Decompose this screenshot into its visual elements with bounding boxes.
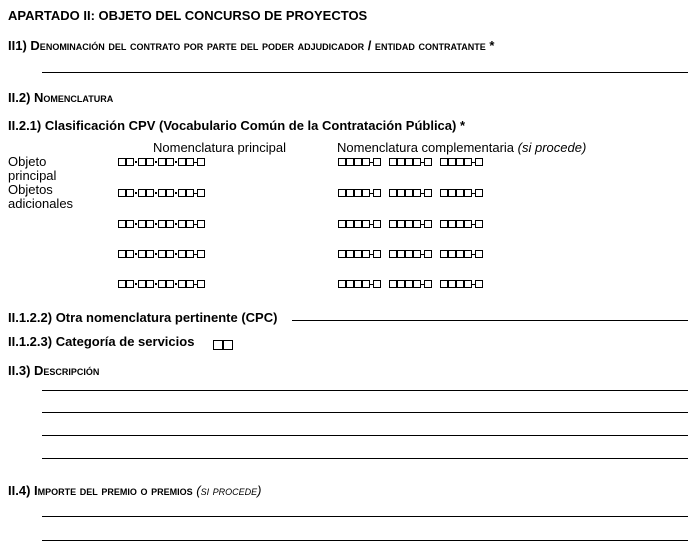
cpv-digit-box[interactable] xyxy=(146,158,154,166)
cpv-digit-box[interactable] xyxy=(146,250,154,258)
prize-amount-num: II.4) xyxy=(8,483,31,498)
cpv-digit-box[interactable] xyxy=(166,189,174,197)
cpv-digit-box[interactable] xyxy=(158,158,166,166)
cpv-check-box[interactable] xyxy=(197,280,205,288)
cpv-digit-box[interactable] xyxy=(389,189,397,197)
cpv-complementary-code[interactable] xyxy=(440,189,483,197)
cpv-complementary-code[interactable] xyxy=(338,220,381,228)
cpv-check-box[interactable] xyxy=(197,250,205,258)
cpv-digit-box[interactable] xyxy=(397,220,405,228)
cpv-digit-box[interactable] xyxy=(448,250,456,258)
cpv-digit-box[interactable] xyxy=(158,280,166,288)
cpv-digit-box[interactable] xyxy=(405,158,413,166)
cpv-digit-box[interactable] xyxy=(158,189,166,197)
cpv-complementary-code[interactable] xyxy=(440,250,483,258)
cpv-digit-box[interactable] xyxy=(338,220,346,228)
cpv-digit-box[interactable] xyxy=(362,189,370,197)
cpv-digit-box[interactable] xyxy=(389,280,397,288)
cpv-digit-box[interactable] xyxy=(456,250,464,258)
cpv-digit-box[interactable] xyxy=(362,158,370,166)
cpv-digit-box[interactable] xyxy=(405,220,413,228)
cpv-dot-separator xyxy=(135,223,137,225)
cpv-digit-box[interactable] xyxy=(456,158,464,166)
cpv-digit-box[interactable] xyxy=(166,250,174,258)
prize-amount-heading xyxy=(8,483,262,498)
service-category-boxes[interactable] xyxy=(213,336,233,354)
cpv-digit-box[interactable] xyxy=(354,158,362,166)
cpv-dot-separator xyxy=(135,161,137,163)
description-heading xyxy=(8,363,99,378)
cpv-check-box[interactable] xyxy=(424,280,432,288)
cpv-check-box[interactable] xyxy=(475,220,483,228)
cpv-digit-box[interactable] xyxy=(186,189,194,197)
cpv-digit-box[interactable] xyxy=(456,280,464,288)
cpv-digit-box[interactable] xyxy=(440,280,448,288)
cpv-digit-box[interactable] xyxy=(464,280,472,288)
cpv-complementary-code[interactable] xyxy=(389,250,432,258)
prize-line-1[interactable] xyxy=(42,516,688,517)
cpv-digit-box[interactable] xyxy=(464,189,472,197)
cpv-dot-separator xyxy=(155,223,157,225)
cpv-check-box[interactable] xyxy=(373,250,381,258)
cpv-digit-box[interactable] xyxy=(178,250,186,258)
cpv-check-box[interactable] xyxy=(424,158,432,166)
cpv-digit-box[interactable] xyxy=(448,280,456,288)
cpv-digit-box[interactable] xyxy=(362,220,370,228)
cpv-dot-separator xyxy=(175,161,177,163)
cpv-complementary-code[interactable] xyxy=(389,158,432,166)
cpv-dot-separator xyxy=(155,161,157,163)
cpv-digit-box[interactable] xyxy=(118,250,126,258)
service-category-heading xyxy=(8,334,194,349)
row-objetos-adicionales-label: Objetos adicionales xyxy=(8,182,74,211)
cpv-check-box[interactable] xyxy=(373,220,381,228)
cpv-digit-box[interactable] xyxy=(118,220,126,228)
cpv-complementary-codes[interactable] xyxy=(338,189,491,197)
cpv-digit-box[interactable] xyxy=(138,280,146,288)
description-num: II.3) xyxy=(8,363,31,378)
cpv-digit-box[interactable] xyxy=(158,250,166,258)
cpc-line[interactable] xyxy=(292,320,688,321)
nomenclature-heading xyxy=(8,90,113,105)
cpv-digit-box[interactable] xyxy=(146,220,154,228)
cpv-digit-box[interactable] xyxy=(166,158,174,166)
cpv-complementary-codes[interactable] xyxy=(338,158,491,166)
description-line-1[interactable] xyxy=(42,390,688,391)
cpv-digit-box[interactable] xyxy=(126,189,134,197)
contract-name-label: Denominación del contrato por parte del poder adjudicador / entidad contratante * xyxy=(30,38,495,53)
cpv-dot-separator xyxy=(175,223,177,225)
col-principal-label: Nomenclatura principal xyxy=(153,140,286,155)
cpv-digit-box[interactable] xyxy=(464,250,472,258)
cpv-complementary-codes[interactable] xyxy=(338,250,491,258)
cpv-check-box[interactable] xyxy=(475,158,483,166)
cpv-check-box[interactable] xyxy=(475,250,483,258)
cpv-digit-box[interactable] xyxy=(178,158,186,166)
section-title: APARTADO II: OBJETO DEL CONCURSO DE PROYECTOS xyxy=(8,8,368,23)
cpv-dot-separator xyxy=(135,283,137,285)
cpv-complementary-code[interactable] xyxy=(338,189,381,197)
cpv-check-box[interactable] xyxy=(197,189,205,197)
col-complementaria-text: Nomenclatura complementaria xyxy=(337,140,515,155)
description-label: Descripción xyxy=(34,363,100,378)
cpv-complementary-code[interactable] xyxy=(338,158,381,166)
cpv-digit-box[interactable] xyxy=(464,158,472,166)
cpv-digit-box[interactable] xyxy=(413,158,421,166)
cpv-complementary-code[interactable] xyxy=(389,280,432,288)
cpv-digit-box[interactable] xyxy=(186,250,194,258)
nomenclature-label: Nomenclatura xyxy=(34,90,114,105)
cpv-digit-box[interactable] xyxy=(146,189,154,197)
cpv-complementary-code[interactable] xyxy=(440,158,483,166)
cpv-dot-separator xyxy=(155,253,157,255)
cpv-digit-box[interactable] xyxy=(413,250,421,258)
cpv-digit-box[interactable] xyxy=(138,189,146,197)
prize-amount-label: Importe del premio o premios xyxy=(34,483,193,498)
cpv-digit-box[interactable] xyxy=(397,189,405,197)
contract-name-num: II1) xyxy=(8,38,27,53)
cpv-complementary-code[interactable] xyxy=(440,220,483,228)
cpv-digit-box[interactable] xyxy=(178,280,186,288)
cpc-heading: II.1.2.2) Otra nomenclatura pertinente (CPC) xyxy=(8,310,278,325)
cpv-dot-separator xyxy=(175,253,177,255)
cpv-digit-box[interactable] xyxy=(118,280,126,288)
cpv-digit-box[interactable] xyxy=(448,189,456,197)
cpv-check-box[interactable] xyxy=(373,280,381,288)
cpv-digit-box[interactable] xyxy=(346,220,354,228)
description-line-4[interactable] xyxy=(42,458,688,459)
si-procede-note: (si procede) xyxy=(517,140,587,155)
cpv-digit-box[interactable] xyxy=(354,280,362,288)
cpv-dot-separator xyxy=(155,283,157,285)
cpv-principal-code[interactable] xyxy=(118,220,205,228)
cpv-digit-box[interactable] xyxy=(440,220,448,228)
cpv-digit-box[interactable] xyxy=(126,280,134,288)
cpv-digit-box[interactable] xyxy=(118,158,126,166)
row-objeto-principal-label: Objeto principal xyxy=(8,154,57,183)
cpv-digit-box[interactable] xyxy=(456,189,464,197)
cpv-dot-separator xyxy=(135,192,137,194)
cpv-digit-box[interactable] xyxy=(440,250,448,258)
cpv-digit-box[interactable] xyxy=(158,220,166,228)
cpv-dot-separator xyxy=(175,192,177,194)
cpv-complementary-codes[interactable] xyxy=(338,220,491,228)
contract-name-line[interactable] xyxy=(42,72,688,73)
cpv-dot-separator xyxy=(135,253,137,255)
cpv-check-box[interactable] xyxy=(475,280,483,288)
cpv-check-box[interactable] xyxy=(373,158,381,166)
cpv-complementary-code[interactable] xyxy=(389,189,432,197)
cpv-digit-box[interactable] xyxy=(178,189,186,197)
cpv-principal-code[interactable] xyxy=(118,250,205,258)
cpv-digit-box[interactable] xyxy=(338,158,346,166)
cpv-digit-box[interactable] xyxy=(413,189,421,197)
cpv-digit-box[interactable] xyxy=(464,220,472,228)
cpv-check-box[interactable] xyxy=(197,220,205,228)
cpv-digit-box[interactable] xyxy=(354,189,362,197)
cpv-complementary-code[interactable] xyxy=(338,280,381,288)
category-box-1[interactable] xyxy=(213,340,223,350)
cpv-digit-box[interactable] xyxy=(362,250,370,258)
service-category-label: II.1.2.3) Categoría de servicios xyxy=(8,334,195,349)
cpv-digit-box[interactable] xyxy=(397,280,405,288)
cpv-check-box[interactable] xyxy=(424,250,432,258)
cpv-digit-box[interactable] xyxy=(186,158,194,166)
cpv-digit-box[interactable] xyxy=(186,280,194,288)
cpv-digit-box[interactable] xyxy=(186,220,194,228)
cpv-digit-box[interactable] xyxy=(389,158,397,166)
cpv-digit-box[interactable] xyxy=(178,220,186,228)
cpv-digit-box[interactable] xyxy=(440,189,448,197)
cpv-check-box[interactable] xyxy=(424,220,432,228)
cpv-dot-separator xyxy=(175,283,177,285)
cpv-check-box[interactable] xyxy=(373,189,381,197)
cpv-digit-box[interactable] xyxy=(138,250,146,258)
cpv-digit-box[interactable] xyxy=(405,189,413,197)
cpv-digit-box[interactable] xyxy=(362,280,370,288)
cpv-check-box[interactable] xyxy=(197,158,205,166)
cpv-digit-box[interactable] xyxy=(346,189,354,197)
cpv-check-box[interactable] xyxy=(424,189,432,197)
cpv-principal-code[interactable] xyxy=(118,189,205,197)
cpv-digit-box[interactable] xyxy=(338,250,346,258)
cpv-digit-box[interactable] xyxy=(138,158,146,166)
description-line-2[interactable] xyxy=(42,412,688,413)
cpv-digit-box[interactable] xyxy=(146,280,154,288)
cpv-digit-box[interactable] xyxy=(166,220,174,228)
contract-name-heading xyxy=(8,38,494,53)
cpv-digit-box[interactable] xyxy=(126,250,134,258)
cpv-digit-box[interactable] xyxy=(346,158,354,166)
description-line-3[interactable] xyxy=(42,435,688,436)
prize-si-procede-note: (si procede) xyxy=(196,483,262,498)
cpv-digit-box[interactable] xyxy=(405,280,413,288)
cpv-complementary-code[interactable] xyxy=(338,250,381,258)
cpv-digit-box[interactable] xyxy=(413,280,421,288)
col-complementaria-label xyxy=(337,141,586,155)
cpv-digit-box[interactable] xyxy=(138,220,146,228)
category-box-2[interactable] xyxy=(223,340,233,350)
cpv-digit-box[interactable] xyxy=(389,250,397,258)
cpv-digit-box[interactable] xyxy=(456,220,464,228)
cpv-digit-box[interactable] xyxy=(118,189,126,197)
cpv-check-box[interactable] xyxy=(475,189,483,197)
cpv-digit-box[interactable] xyxy=(346,280,354,288)
cpv-digit-box[interactable] xyxy=(448,158,456,166)
cpv-digit-box[interactable] xyxy=(126,220,134,228)
cpv-digit-box[interactable] xyxy=(448,220,456,228)
cpv-digit-box[interactable] xyxy=(389,220,397,228)
prize-line-2[interactable] xyxy=(42,540,688,541)
cpv-principal-code[interactable] xyxy=(118,280,205,288)
cpv-digit-box[interactable] xyxy=(126,158,134,166)
cpv-digit-box[interactable] xyxy=(338,280,346,288)
cpv-digit-box[interactable] xyxy=(346,250,354,258)
cpv-principal-code[interactable] xyxy=(118,158,205,166)
cpv-digit-box[interactable] xyxy=(166,280,174,288)
cpv-heading: II.2.1) Clasificación CPV (Vocabulario Común de la Contratación Pública) * xyxy=(8,118,466,133)
cpv-digit-box[interactable] xyxy=(397,250,405,258)
cpv-digit-box[interactable] xyxy=(440,158,448,166)
cpv-dot-separator xyxy=(155,192,157,194)
cpv-digit-box[interactable] xyxy=(354,250,362,258)
cpv-digit-box[interactable] xyxy=(397,158,405,166)
cpv-complementary-code[interactable] xyxy=(389,220,432,228)
cpv-digit-box[interactable] xyxy=(354,220,362,228)
cpv-digit-box[interactable] xyxy=(338,189,346,197)
cpv-digit-box[interactable] xyxy=(405,250,413,258)
cpv-complementary-codes[interactable] xyxy=(338,280,491,288)
cpv-digit-box[interactable] xyxy=(413,220,421,228)
cpv-complementary-code[interactable] xyxy=(440,280,483,288)
nomenclature-num: II.2) xyxy=(8,90,31,105)
